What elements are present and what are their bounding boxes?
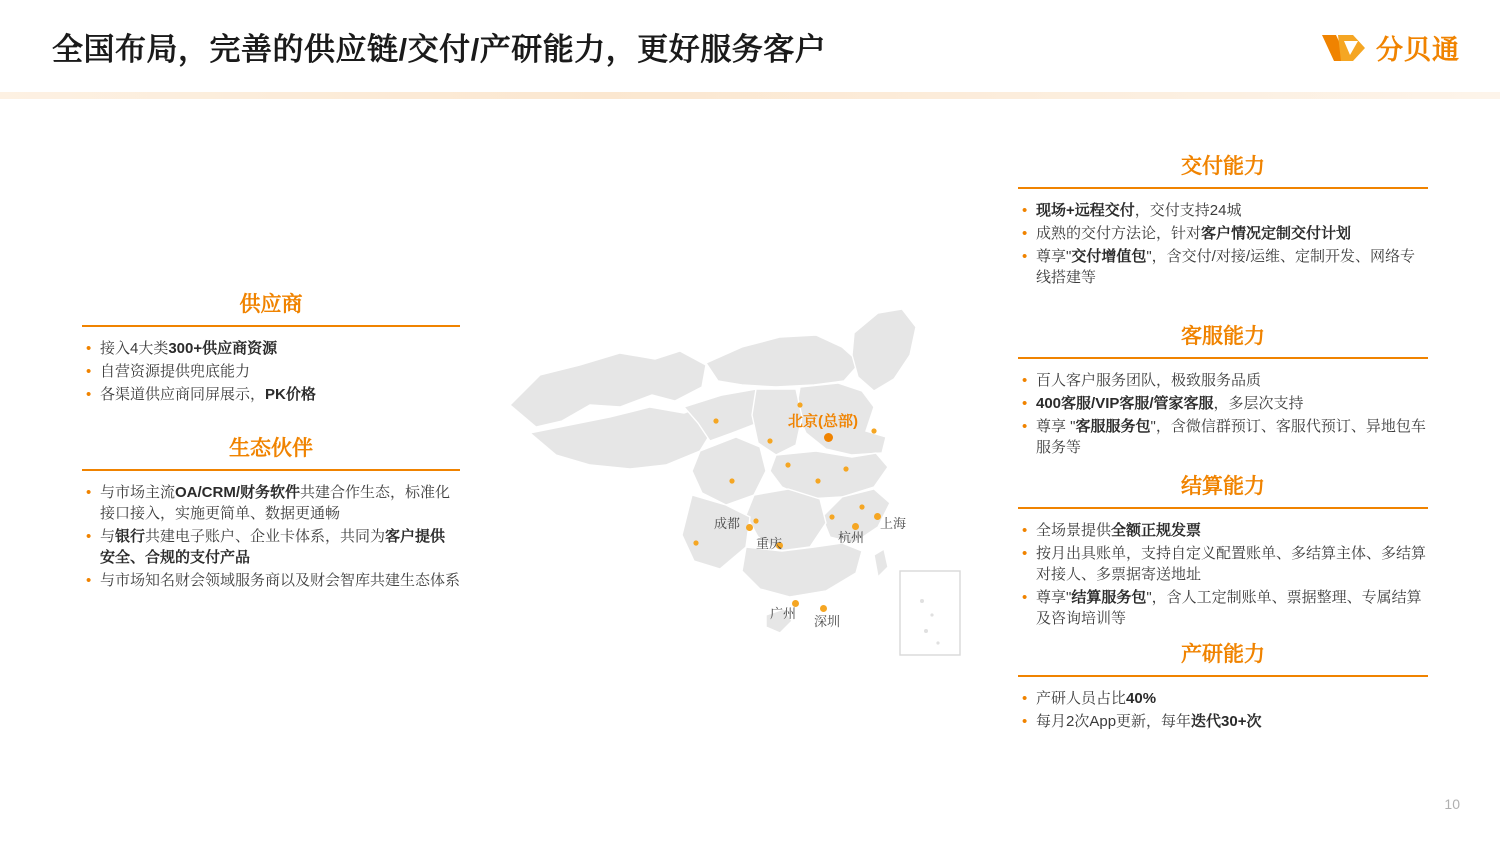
- section-customer-service-title: 客服能力: [1181, 325, 1265, 348]
- list-item: • 各渠道供应商同屏展示，PK价格: [82, 384, 460, 405]
- section-supplier-title: 供应商: [239, 293, 303, 316]
- list-item: • 产研人员占比40%: [1018, 688, 1428, 709]
- brand-mark-icon: [1320, 31, 1366, 65]
- section-research: [1018, 638, 1428, 734]
- list-item: • 与市场知名财会领域服务商以及财会智库共建生态体系: [82, 570, 460, 591]
- section-partner: [82, 432, 460, 593]
- list-item: • 全场景提供全额正规发票: [1018, 520, 1428, 541]
- list-item: • 每月2次App更新，每年迭代30+次: [1018, 711, 1428, 732]
- section-supplier: [82, 288, 460, 407]
- page-number: 10: [1444, 796, 1460, 812]
- city-label-hangzhou: 杭州: [838, 530, 865, 545]
- city-label-chengdu: 成都: [714, 516, 741, 531]
- section-partner-divider: [82, 469, 460, 471]
- list-item: • 与银行共建电子账户、企业卡体系，共同为客户提供安全、合规的支付产品: [82, 526, 460, 568]
- section-settlement-list: [1018, 520, 1428, 629]
- section-supplier-list: [82, 338, 460, 405]
- list-item: • 与市场主流OA/CRM/财务软件共建合作生态，标准化接口接入，实施更简单、数据更通畅: [82, 482, 460, 524]
- china-map: [470, 255, 990, 675]
- section-research-title: 产研能力: [1181, 643, 1265, 666]
- list-item: • 尊享"结算服务包"，含人工定制账单、票据整理、专属结算及咨询培训等: [1018, 587, 1428, 629]
- city-label-guangzhou: 广州: [770, 606, 797, 621]
- section-settlement-divider: [1018, 507, 1428, 509]
- section-delivery-divider: [1018, 187, 1428, 189]
- section-settlement: [1018, 470, 1428, 631]
- list-item: • 按月出具账单，支持自定义配置账单、多结算主体、多结算对接人、多票据寄送地址: [1018, 543, 1428, 585]
- section-customer-service-divider: [1018, 357, 1428, 359]
- city-label-shenzhen: 深圳: [814, 614, 841, 629]
- list-item: • 尊享 "客服服务包"，含微信群预订、客服代预订、异地包车服务等: [1018, 416, 1428, 458]
- header-divider: [0, 92, 1500, 99]
- list-item: • 现场+远程交付，交付支持24城: [1018, 200, 1428, 221]
- brand-name: 分贝通: [1376, 35, 1460, 65]
- section-supplier-divider: [82, 325, 460, 327]
- brand-logo: [1320, 28, 1460, 67]
- section-partner-title: 生态伙伴: [229, 437, 313, 460]
- section-customer-service: [1018, 320, 1428, 460]
- list-item: • 百人客户服务团队，极致服务品质: [1018, 370, 1428, 391]
- list-item: • 尊享"交付增值包"，含交付/对接/运维、定制开发、网络专线搭建等: [1018, 246, 1428, 288]
- section-research-list: [1018, 688, 1428, 732]
- list-item: • 接入4大类300+供应商资源: [82, 338, 460, 359]
- section-customer-service-list: [1018, 370, 1428, 458]
- section-settlement-title: 结算能力: [1181, 475, 1265, 498]
- section-delivery-list: [1018, 200, 1428, 288]
- list-item: • 自营资源提供兜底能力: [82, 361, 460, 382]
- section-delivery-title: 交付能力: [1181, 155, 1265, 178]
- list-item: • 成熟的交付方法论，针对客户情况定制交付计划: [1018, 223, 1428, 244]
- section-partner-list: [82, 482, 460, 591]
- city-label-beijing: 北京(总部): [788, 413, 858, 430]
- list-item: • 400客服/VIP客服/管家客服，多层次支持: [1018, 393, 1428, 414]
- section-research-divider: [1018, 675, 1428, 677]
- city-label-chongqing: 重庆: [756, 536, 783, 551]
- city-dot-beijing: [824, 433, 833, 442]
- section-delivery: [1018, 150, 1428, 290]
- china-map-shape: [470, 255, 990, 675]
- page-title: 全国布局，完善的供应链/交付/产研能力，更好服务客户: [52, 32, 827, 67]
- city-label-shanghai: 上海: [880, 516, 907, 531]
- city-dot-chengdu: [746, 524, 753, 531]
